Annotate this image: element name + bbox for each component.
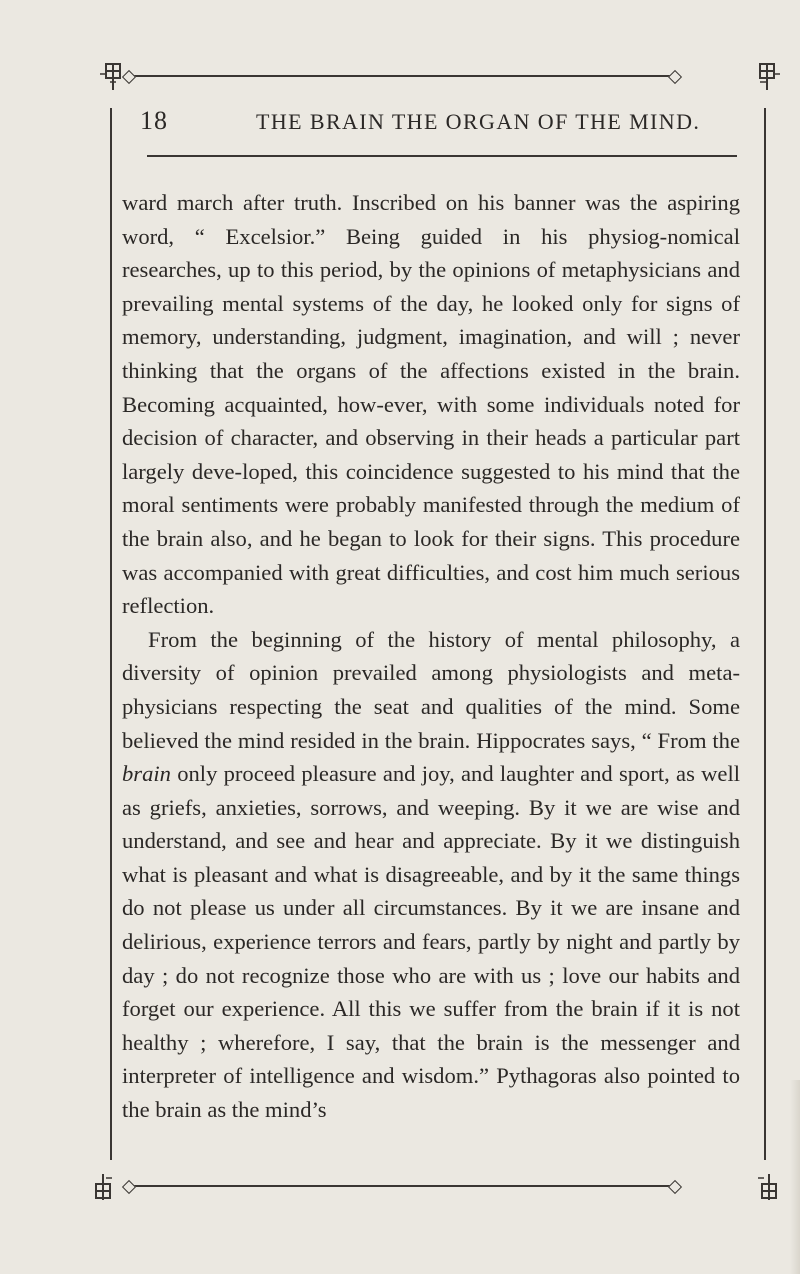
frame-right-rule <box>764 108 766 1160</box>
italic-word: brain <box>122 761 171 787</box>
page-edge-stain <box>790 1080 800 1274</box>
running-title: THE BRAIN THE ORGAN OF THE MIND. <box>256 109 701 134</box>
running-header <box>140 106 760 142</box>
frame-top-rule <box>128 75 676 77</box>
corner-ornament-icon <box>748 60 782 94</box>
header-rule <box>147 155 737 157</box>
paragraph: ward march after truth. Inscribed on his banner was the aspiring word, “ Excelsior.” Being guided in his physiog-nomical researches, up to this period, by the opinions of metaphysicians and prevailing mental systems of the day, he looked only for signs of memory, understanding, judgment, imagination, and will ; never thinking that the organs of the affections existed in the brain. Becoming acquainted, how-ever, with some individuals noted for decision of character, and observing in their heads a particular part largely deve-loped, this coincidence suggested to his mind that the moral sentiments were probably manifested through the medium of the brain also, and he began to look for their signs. This procedure was accompanied with great difficulties, and cost him much serious reflection. <box>122 190 740 619</box>
frame-diamond-ornament <box>668 70 682 84</box>
body-text <box>122 186 740 1127</box>
paragraph-text: From the beginning of the history of mental philosophy, a diversity of opinion prevailed among physiologists and meta-physicians respecting the seat and qualities of the mind. Some believed the mind resided in the brain. Hippocrates says, “ From the <box>122 626 740 753</box>
paragraph <box>122 623 740 1127</box>
frame-bottom-rule <box>128 1185 676 1187</box>
paragraph-text: only proceed pleasure and joy, and laughter and sport, as well as griefs, anxieties, sorrows, and weeping. By it we are wise and understand, and see and hear and appreciate. By it we distinguish what is pleasant and what is disagreeable, and by it the same things do not please us under all circumstances. By it we are insane and delirious, experience terrors and fears, partly by night and partly by day ; do not recognize those who are with us ; love our habits and forget our experience. All this we suffer from the brain if it is not healthy ; wherefore, I say, that the brain is the messenger and interpreter of intelligence and wisdom.” Pythagoras also pointed to the brain as the mind’s <box>122 761 740 1123</box>
frame-diamond-ornament <box>122 1180 136 1194</box>
page-number: 18 <box>140 106 168 135</box>
corner-ornament-icon <box>748 1170 782 1204</box>
frame-left-rule <box>110 108 112 1160</box>
frame-diamond-ornament <box>668 1180 682 1194</box>
corner-ornament-icon <box>96 60 130 94</box>
corner-ornament-icon <box>90 1170 124 1204</box>
